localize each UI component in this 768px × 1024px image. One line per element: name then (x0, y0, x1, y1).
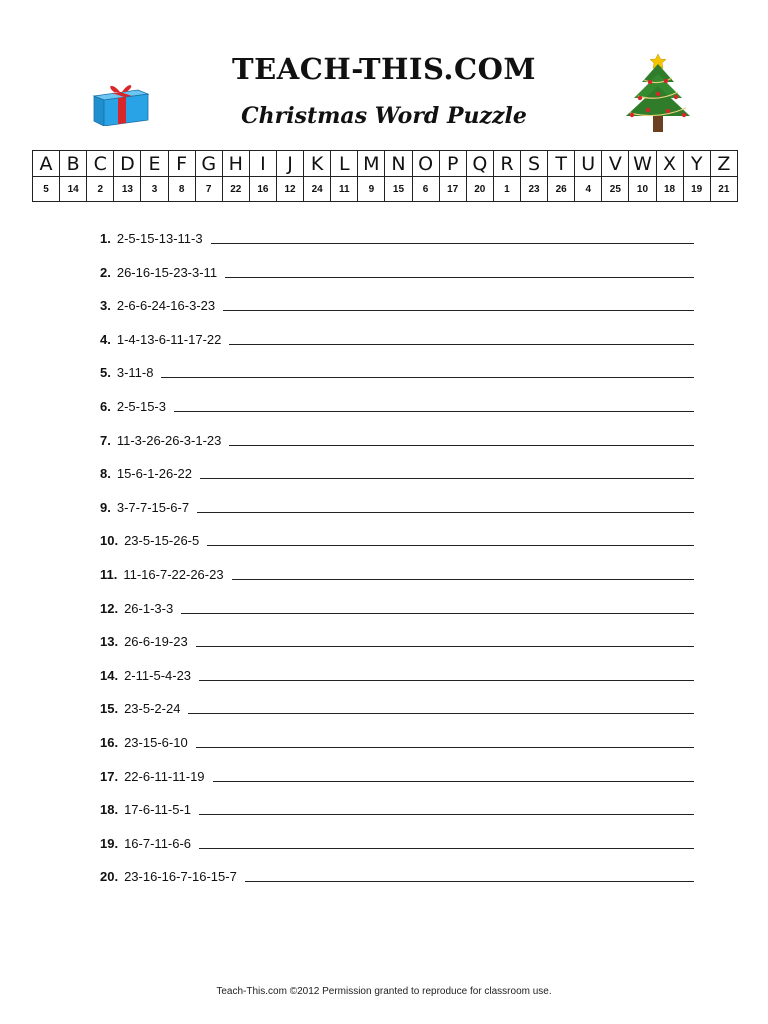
cipher-letter: X (656, 151, 683, 177)
clue-number: 13. (100, 634, 119, 650)
clue-row (100, 795, 694, 817)
cipher-number: 5 (33, 177, 60, 202)
clue-code: 23-15-6-10 (124, 735, 188, 750)
cipher-number: 20 (466, 177, 493, 202)
answer-line[interactable] (181, 613, 694, 614)
clue-number: 7. (100, 432, 111, 448)
clue-code: 3-7-7-15-6-7 (116, 499, 190, 515)
christmas-tree-icon (620, 50, 696, 134)
clue-row (100, 426, 694, 448)
cipher-number: 18 (656, 177, 683, 202)
clue-number: 20. (100, 869, 119, 885)
answer-line[interactable] (174, 411, 694, 412)
cipher-letter: J (276, 151, 303, 177)
cipher-letter: B (60, 151, 87, 177)
clue-number: 3. (100, 298, 111, 314)
answer-line[interactable] (199, 814, 694, 815)
answer-line[interactable] (232, 579, 694, 580)
clue-code: 26-6-19-23 (124, 634, 188, 650)
cipher-letter: E (141, 151, 168, 177)
clue-row (100, 325, 694, 347)
cipher-letter: A (33, 151, 60, 177)
clue-number: 11. (100, 567, 118, 582)
cipher-letter: I (249, 151, 276, 177)
cipher-letter: D (114, 151, 141, 177)
cipher-letter: K (304, 151, 331, 177)
clue-row (100, 291, 694, 313)
cipher-letter: P (439, 151, 466, 177)
cipher-number: 1 (493, 177, 520, 202)
clue-code: 23-5-15-26-5 (124, 533, 200, 549)
cipher-number: 3 (141, 177, 168, 202)
cipher-letter: F (168, 151, 195, 177)
clue-number: 17. (100, 768, 119, 784)
clue-code: 11-16-7-22-26-23 (123, 567, 224, 582)
answer-line[interactable] (229, 344, 694, 345)
cipher-letter: C (87, 151, 114, 177)
clue-row (100, 594, 694, 616)
answer-line[interactable] (229, 445, 694, 446)
clue-number: 6. (100, 399, 111, 414)
clue-row (100, 627, 694, 649)
answer-line[interactable] (197, 512, 694, 513)
clue-code: 2-6-6-24-16-3-23 (116, 298, 216, 314)
clue-row (100, 258, 694, 280)
cipher-number: 7 (195, 177, 222, 202)
clue-code: 26-16-15-23-3-11 (116, 264, 218, 280)
cipher-number: 21 (710, 177, 737, 202)
cipher-number: 8 (168, 177, 195, 202)
cipher-number: 4 (575, 177, 602, 202)
cipher-letter: G (195, 151, 222, 177)
cipher-number: 22 (222, 177, 249, 202)
cipher-letter: W (629, 151, 656, 177)
clue-code: 2-11-5-4-23 (124, 667, 192, 683)
clue-row (100, 862, 694, 884)
clue-row (100, 392, 694, 414)
cipher-number: 24 (304, 177, 331, 202)
cipher-number-row (33, 177, 738, 202)
answer-line[interactable] (211, 243, 694, 244)
clue-number: 9. (100, 499, 111, 515)
clue-row (100, 829, 694, 851)
answer-line[interactable] (196, 747, 694, 748)
cipher-number: 25 (602, 177, 629, 202)
clue-row (100, 661, 694, 683)
cipher-letter: R (493, 151, 520, 177)
clue-code: 1-4-13-6-11-17-22 (116, 331, 222, 347)
cipher-letter: L (331, 151, 358, 177)
cipher-letter: Z (710, 151, 737, 177)
gift-icon (88, 80, 154, 126)
cipher-letter: H (222, 151, 249, 177)
clue-row (100, 762, 694, 784)
clue-row (100, 459, 694, 481)
clue-number: 14. (100, 667, 119, 683)
clue-code: 11-3-26-26-3-1-23 (116, 432, 222, 448)
clue-number: 10. (100, 533, 119, 549)
answer-line[interactable] (207, 545, 694, 546)
cipher-number: 2 (87, 177, 114, 202)
clue-row (100, 694, 694, 716)
clue-number: 2. (100, 264, 111, 280)
answer-line[interactable] (213, 781, 694, 782)
clue-code: 3-11-8 (116, 365, 154, 381)
clue-code: 26-1-3-3 (124, 600, 174, 616)
cipher-number: 26 (548, 177, 575, 202)
answer-line[interactable] (245, 881, 694, 882)
clue-code: 23-16-16-7-16-15-7 (124, 869, 237, 885)
clue-code: 22-6-11-11-19 (124, 768, 205, 784)
cipher-number: 11 (331, 177, 358, 202)
cipher-number: 12 (276, 177, 303, 202)
clue-code: 15-6-1-26-22 (116, 466, 192, 482)
clue-number: 5. (100, 365, 111, 381)
clue-code: 2-5-15-13-11-3 (116, 231, 203, 246)
cipher-key-table (32, 150, 738, 202)
clue-number: 8. (100, 466, 111, 482)
cipher-letter: M (358, 151, 385, 177)
site-title: TEACH-THIS.COM (232, 52, 536, 86)
clue-number: 4. (100, 331, 111, 347)
answer-line[interactable] (199, 680, 694, 681)
cipher-number: 23 (520, 177, 547, 202)
clue-row (100, 526, 694, 548)
cipher-number: 19 (683, 177, 710, 202)
cipher-number: 13 (114, 177, 141, 202)
clue-code: 23-5-2-24 (124, 701, 181, 717)
cipher-number: 10 (629, 177, 656, 202)
answer-line[interactable] (161, 377, 694, 378)
cipher-letter: V (602, 151, 629, 177)
answer-line[interactable] (196, 646, 694, 647)
answer-line[interactable] (225, 277, 694, 278)
puzzle-title: Christmas Word Puzzle (241, 103, 527, 129)
clue-row (100, 224, 694, 246)
clue-number: 12. (100, 600, 119, 616)
clue-code: 17-6-11-5-1 (124, 802, 192, 818)
cipher-number: 6 (412, 177, 439, 202)
cipher-number: 17 (439, 177, 466, 202)
clue-row (100, 728, 694, 750)
clue-code: 16-7-11-6-6 (124, 835, 192, 851)
cipher-number: 16 (249, 177, 276, 202)
clue-number: 19. (100, 835, 119, 851)
answer-line[interactable] (188, 713, 694, 714)
clue-code: 2-5-15-3 (116, 399, 166, 414)
cipher-letter: S (520, 151, 547, 177)
cipher-letter-row (33, 151, 738, 177)
cipher-letter: O (412, 151, 439, 177)
cipher-letter: Q (466, 151, 493, 177)
cipher-letter: Y (683, 151, 710, 177)
clue-row (100, 560, 694, 582)
footer-text: Teach-This.com ©2012 Permission granted to reproduce for classroom use. (216, 986, 552, 997)
cipher-letter: U (575, 151, 602, 177)
answer-line[interactable] (199, 848, 694, 849)
answer-line[interactable] (200, 478, 694, 479)
cipher-number: 14 (60, 177, 87, 202)
answer-line[interactable] (223, 310, 694, 311)
cipher-number: 15 (385, 177, 412, 202)
clue-number: 15. (100, 701, 119, 717)
clue-row (100, 358, 694, 380)
cipher-letter: N (385, 151, 412, 177)
clue-number: 18. (100, 802, 119, 818)
cipher-number: 9 (358, 177, 385, 202)
clue-number: 1. (100, 231, 111, 246)
cipher-letter: T (548, 151, 575, 177)
clue-number: 16. (100, 735, 119, 750)
clue-row (100, 493, 694, 515)
